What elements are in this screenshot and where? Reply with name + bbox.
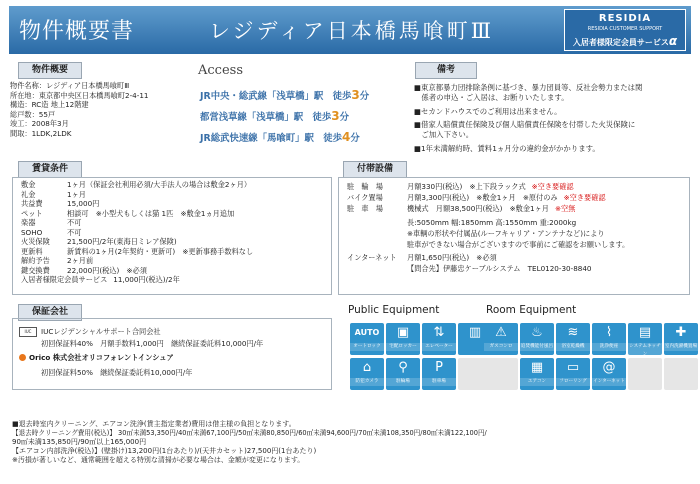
footer-line: ※汚損が著しいなど、通常範囲を超える特別な清掃が必要な場合は、金額が変更になります。 bbox=[12, 456, 305, 465]
lease-key: 火災保険 bbox=[21, 237, 50, 246]
facility-row bbox=[347, 218, 689, 228]
public-label: 駐輪場 bbox=[386, 378, 420, 386]
public-icon bbox=[422, 358, 456, 390]
facility-value: 長:5050mm 幅:1850mm 高:1550mm 重:2000kg bbox=[407, 217, 577, 227]
lease-box bbox=[12, 177, 332, 295]
facility-row bbox=[347, 193, 689, 203]
overview-line: 所在地：東京都中央区日本橋馬喰町2-4-11 bbox=[10, 90, 149, 100]
room-label: 室内洗濯機置場 bbox=[664, 344, 698, 349]
lease-key: 楽器 bbox=[21, 218, 36, 227]
lease-key: SOHO bbox=[21, 227, 43, 237]
facility-row bbox=[347, 264, 689, 274]
facility-key: バイク置場 bbox=[347, 193, 383, 202]
remark-line: 係者の申込・ご入居は、お断りいたします。 bbox=[414, 92, 569, 102]
access-title: Access bbox=[198, 63, 243, 78]
facility-value: 機械式 月額38,500円(税込) ※敷金1ヶ月 bbox=[407, 204, 549, 213]
public-icon bbox=[386, 358, 420, 390]
overview-line: 竣工：2008年3月 bbox=[10, 119, 69, 128]
room-glyph: ▤ bbox=[638, 325, 652, 340]
overview-line: 間取：1LDK,2LDK bbox=[10, 128, 72, 138]
room-icon bbox=[484, 358, 518, 390]
public-glyph: ▥ bbox=[468, 325, 482, 340]
iuc-logo-icon: IUC bbox=[19, 327, 37, 337]
header-banner bbox=[9, 6, 691, 54]
footer-notes bbox=[12, 420, 487, 466]
remark-line: ■借家人賠償責任保険及び個人賠償責任保険を付帯した火災保険に bbox=[414, 120, 636, 130]
facility-row bbox=[347, 229, 689, 239]
room-icon bbox=[628, 323, 662, 355]
public-icon bbox=[350, 323, 384, 355]
room-glyph: ▦ bbox=[530, 360, 544, 375]
facility-key: インターネット bbox=[347, 253, 397, 262]
facility-note: ※空き要確認 bbox=[531, 182, 574, 191]
logo-service: 入居者様限定会員サービス bbox=[572, 37, 669, 47]
remarks-list bbox=[414, 83, 642, 154]
room-label: 追焚機能付風呂 bbox=[520, 344, 554, 349]
footer-line: 90㎡未満135,850円/90㎡以上165,000円 bbox=[12, 437, 147, 446]
room-icon bbox=[628, 358, 662, 390]
logo-brand: RESIDIA bbox=[598, 13, 652, 24]
lease-value: 不可 bbox=[67, 218, 82, 227]
public-equipment-title: Public Equipment bbox=[348, 304, 440, 316]
public-label: エレベーター bbox=[422, 343, 456, 351]
public-glyph: ▣ bbox=[396, 325, 410, 340]
room-label: インターネット bbox=[593, 379, 625, 384]
remark-line: ■東京都暴力団排除条例に基づき、暴力団員等、反社会勢力または関 bbox=[414, 83, 643, 92]
lease-label: 賃貸条件 bbox=[18, 161, 82, 178]
room-icon bbox=[484, 323, 518, 355]
facility-row bbox=[347, 204, 689, 214]
facility-value: 駐車ができない場合がございますので事前にご確認をお願いします。 bbox=[407, 239, 630, 249]
guarantee-box bbox=[12, 318, 332, 390]
lease-row bbox=[21, 190, 331, 200]
lease-row bbox=[21, 266, 331, 276]
lease-value: 11,000円(税込)/2年 bbox=[113, 275, 180, 284]
room-label: フローリング bbox=[556, 378, 590, 386]
room-label: 浴室乾燥機 bbox=[556, 343, 590, 351]
document-title: 物件概要書 bbox=[19, 19, 135, 44]
public-label: 防犯カメラ bbox=[350, 378, 384, 386]
public-glyph: AUTO bbox=[354, 328, 380, 337]
room-label: エアコン bbox=[520, 378, 554, 386]
facility-value: ※車輌の形状や付属品(ルーフキャリア・アンテナなど)により bbox=[407, 228, 605, 238]
facility-row bbox=[347, 253, 689, 263]
lease-value: 15,000円 bbox=[67, 199, 100, 208]
lease-value: 22,000円(税込) ※必須 bbox=[67, 265, 147, 275]
residia-logo bbox=[564, 9, 686, 51]
lease-row bbox=[21, 209, 331, 219]
lease-key: 礼金 bbox=[21, 189, 36, 199]
room-label: ガスコンロ bbox=[484, 343, 518, 351]
lease-row bbox=[21, 228, 331, 238]
logo-sub: RESIDIA CUSTOMER SUPPORT bbox=[587, 26, 663, 33]
footer-line: 【エアコン内部洗浄(税込)】(壁掛け)13,200円(1台あたり)/(天井カセット)27,500円(1台あたり) bbox=[12, 447, 317, 456]
room-icon bbox=[592, 358, 626, 390]
remark-line: ■1年未満解約時、賃料1ヵ月分の違約金がかかります。 bbox=[414, 143, 600, 153]
lease-value: 新賃料の1ヶ月(2年契約・更新可) ※更新事務手数料なし bbox=[67, 246, 254, 256]
lease-key: ペット bbox=[21, 208, 43, 218]
lease-row bbox=[21, 256, 331, 266]
lease-row bbox=[21, 275, 331, 285]
room-icon bbox=[664, 323, 698, 355]
room-glyph: ⌇ bbox=[605, 325, 613, 340]
public-label: 駐車場 bbox=[422, 378, 456, 386]
lease-key: 入居者様限定会員サービス bbox=[21, 275, 108, 284]
room-glyph: ⚠ bbox=[495, 325, 507, 340]
room-glyph: @ bbox=[602, 360, 616, 375]
lease-key: 解約予告 bbox=[21, 256, 50, 265]
overview-line: 構造：RC造 地上12階建 bbox=[10, 100, 89, 109]
lease-value: 1ヶ月（保証会社利用必須/大手法人の場合は敷金2ヶ月） bbox=[67, 180, 252, 189]
lease-value: 相談可 ※小型犬もしくは猫 1匹 ※敷金1ヵ月追加 bbox=[67, 208, 235, 218]
access-route: JR総武快速線「馬喰町」駅 徒歩4分 bbox=[200, 129, 360, 144]
public-icon bbox=[350, 358, 384, 390]
room-glyph: ≋ bbox=[567, 325, 579, 340]
access-route: JR中央・総武線「浅草橋」駅 徒歩3分 bbox=[200, 88, 370, 102]
room-icon bbox=[664, 358, 698, 390]
room-glyph: ✚ bbox=[675, 325, 687, 340]
orico-logo-icon bbox=[19, 354, 26, 361]
lease-key: 更新料 bbox=[21, 246, 43, 256]
public-glyph: ⇅ bbox=[433, 325, 445, 340]
room-label: システムキッチン bbox=[629, 344, 661, 357]
property-name: レジディア日本橋馬喰町Ⅲ bbox=[209, 19, 495, 43]
logo-alpha: α bbox=[668, 33, 678, 48]
public-label: 宅配ロッカー bbox=[386, 343, 420, 351]
lease-value: 不可 bbox=[67, 227, 82, 237]
access-routes bbox=[200, 88, 369, 145]
facility-row bbox=[347, 182, 689, 192]
guarantee-company-1: IUCレジデンシャルサポート合同会社 bbox=[41, 327, 161, 336]
footer-line: ■退去時室内クリーニング、エアコン洗浄(賃主指定業者)費用は借主様の負担となります。 bbox=[12, 420, 296, 428]
facility-value: 月額1,650円(税込) ※必須 bbox=[407, 253, 497, 262]
footer-line: 【退去時クリーニング費用(税込)】 30㎡未満53,350円/40㎡未満67,100円/50㎡未満80,850円/60㎡未満94,600円/70㎡未満108,350円/80㎡未満122,100円/ bbox=[12, 429, 487, 438]
room-glyph: ▭ bbox=[566, 360, 580, 375]
public-icon bbox=[386, 323, 420, 355]
remark-line: ■セカンドハウスでのご利用は出来ません。 bbox=[414, 106, 562, 116]
lease-row bbox=[21, 247, 331, 257]
room-icon bbox=[592, 323, 626, 355]
room-icon bbox=[520, 358, 554, 390]
lease-value: 2ヶ月前 bbox=[67, 256, 94, 265]
room-icon bbox=[556, 323, 590, 355]
guarantee-detail-2: 初回保証料50% 継続保証委託料10,000円/年 bbox=[41, 368, 193, 377]
facility-key: 駐 車 場 bbox=[347, 204, 383, 213]
overview-label: 物件概要 bbox=[18, 62, 82, 79]
public-glyph: ⚲ bbox=[398, 360, 408, 375]
lease-key: 共益費 bbox=[21, 199, 43, 208]
remark-line: ご加入下さい。 bbox=[414, 130, 474, 140]
overview-line: 総戸数：55戸 bbox=[10, 109, 56, 119]
lease-row bbox=[21, 218, 331, 228]
facilities-box bbox=[338, 177, 690, 295]
public-label: オートロック bbox=[350, 343, 384, 351]
facility-value: 【問合先】伊藤忠ケーブルシステム TEL0120-30-8840 bbox=[407, 264, 592, 273]
facility-value: 月額3,300円(税込) ※敷金1ヶ月 ※原付のみ bbox=[407, 193, 558, 202]
public-glyph: P bbox=[435, 360, 443, 375]
guarantee-company-2: Orico 株式会社オリコフォレントインシュア bbox=[29, 353, 174, 362]
facility-key: 駐 輪 場 bbox=[347, 182, 383, 191]
facility-note: ※空無 bbox=[554, 204, 576, 213]
room-equipment-title: Room Equipment bbox=[486, 304, 577, 316]
facilities-label: 付帯設備 bbox=[343, 161, 407, 178]
lease-row bbox=[21, 180, 331, 190]
facility-row bbox=[347, 240, 689, 250]
room-label: 洗浄便座 bbox=[592, 343, 626, 351]
room-icon bbox=[556, 358, 590, 390]
public-icon bbox=[422, 323, 456, 355]
room-glyph: ♨ bbox=[531, 325, 543, 340]
room-icon bbox=[520, 323, 554, 355]
public-glyph: ⌂ bbox=[362, 360, 372, 375]
lease-key: 鍵交換費 bbox=[21, 265, 50, 275]
lease-value: 21,500円/2年(東海日ミレア保険) bbox=[67, 237, 177, 246]
guarantee-detail-1: 初回保証料40% 月額手数料1,000円 継続保証委託料10,000円/年 bbox=[41, 339, 264, 348]
overview-line: 物件名称：レジディア日本橋馬喰町Ⅲ bbox=[10, 81, 130, 90]
overview-list bbox=[10, 81, 190, 138]
facility-value: 月額330円(税込) ※上下段ラック式 bbox=[407, 182, 526, 191]
guarantee-label: 保証会社 bbox=[18, 304, 82, 321]
lease-key: 敷金 bbox=[21, 180, 36, 189]
facility-note: ※空き要確認 bbox=[563, 193, 606, 202]
lease-row bbox=[21, 237, 331, 247]
lease-row bbox=[21, 199, 331, 209]
remarks-label: 備考 bbox=[415, 62, 477, 79]
access-route: 都営浅草線「浅草橋」駅 徒歩3分 bbox=[200, 108, 350, 123]
lease-value: 1ヶ月 bbox=[67, 189, 86, 199]
